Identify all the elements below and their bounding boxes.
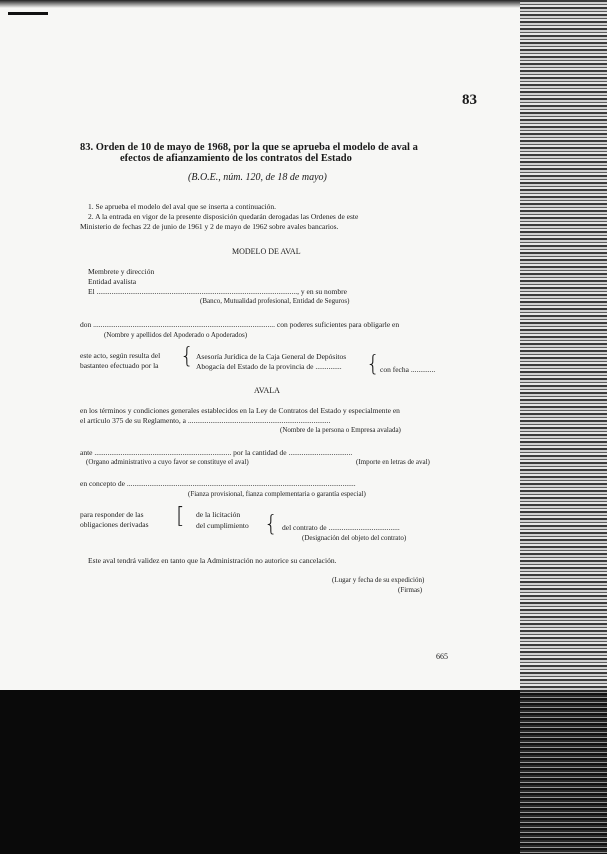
paragraph-1: 1. Se aprueba el modelo del aval que se inserta a continuación.	[88, 202, 277, 211]
validez-text: Este aval tendrá validez en tanto que la Administración no autorice su cancelación.	[88, 556, 337, 565]
brace-right-1: {	[366, 352, 380, 377]
con-fecha: con fecha .............	[380, 365, 436, 374]
paragraph-2-cont: Ministerio de fechas 22 de junio de 1961 y 2 de mayo de 1962 sobre avales bancarios.	[80, 222, 339, 231]
concepto-line: en concepto de ..........................................................................................................................	[80, 479, 356, 488]
contrato-line: del contrato de ......................................	[282, 523, 400, 532]
abogacia-option: Abogacía del Estado de la provincia de ..............	[196, 362, 342, 371]
order-title: 83. Orden de 10 de mayo de 1968, por la que se aprueba el modelo de aval a	[80, 142, 418, 153]
organo-note: (Organo administrativo a cuyo favor se constituye el aval)	[86, 458, 249, 466]
designacion-note: (Designación del objeto del contrato)	[302, 534, 407, 542]
banco-note: (Banco, Mutualidad profesional, Entidad de Seguros)	[200, 297, 350, 305]
scan-mark	[8, 12, 48, 15]
brace-left-1: {	[180, 344, 194, 369]
cumplimiento-option: del cumplimiento	[196, 521, 249, 530]
don-line: don ................................................................................................. con poderes suficientes para obligarle en	[80, 320, 400, 329]
persona-note: (Nombre de la persona o Empresa avalada)	[280, 426, 401, 434]
obligaciones-label: obligaciones derivadas	[80, 520, 149, 529]
page-number: 83	[462, 92, 477, 108]
scan-bottom-black	[0, 690, 607, 854]
apoderado-note: (Nombre y apellidos del Apoderado o Apoderados)	[104, 331, 248, 339]
brace-left-2: [	[176, 504, 185, 529]
asesoria-option: Asesoría Jurídica de la Caja General de Depósitos	[196, 352, 347, 361]
ante-line: ante ......................................................................... por la cantidad de ..................................	[80, 448, 353, 457]
terminos-line-1: en los términos y condiciones generales establecidos en la Ley de Contratos del Estado y especialmente en	[80, 406, 400, 415]
membrete-label: Membrete y dirección	[88, 267, 155, 276]
firmas-note: (Firmas)	[398, 586, 423, 594]
page-top-shadow	[0, 0, 520, 8]
el-line: El ..........................................................................................................., y en su nombre	[88, 287, 347, 296]
entidad-label: Entidad avalista	[88, 277, 137, 286]
terminos-line-2: el artículo 375 de su Reglamento, a ............................................................................	[80, 416, 331, 425]
este-acto-label: este acto, según resulta del	[80, 351, 161, 360]
fianza-note: (Fianza provisional, fianza complementaria o garantía especial)	[188, 490, 366, 498]
avala-heading: AVALA	[254, 386, 280, 395]
modelo-heading: MODELO DE AVAL	[232, 247, 301, 256]
boe-reference: (B.O.E., núm. 120, de 18 de mayo)	[188, 172, 327, 183]
folio-number: 665	[436, 652, 448, 661]
licitacion-option: de la licitación	[196, 510, 241, 519]
importe-note: (Importe en letras de aval)	[356, 458, 430, 466]
responder-label: para responder de las	[80, 510, 144, 519]
brace-right-2: {	[264, 512, 278, 537]
paragraph-2: 2. A la entrada en vigor de la presente disposición quedarán derogadas las Ordenes de este	[88, 212, 359, 221]
scan-edge-bottom-right	[520, 690, 607, 854]
bastanteo-label: bastanteo efectuado por la	[80, 361, 159, 370]
lugar-fecha-note: (Lugar y fecha de su expedición)	[332, 576, 425, 584]
order-title-cont: efectos de afianzamiento de los contratos del Estado	[120, 153, 352, 164]
